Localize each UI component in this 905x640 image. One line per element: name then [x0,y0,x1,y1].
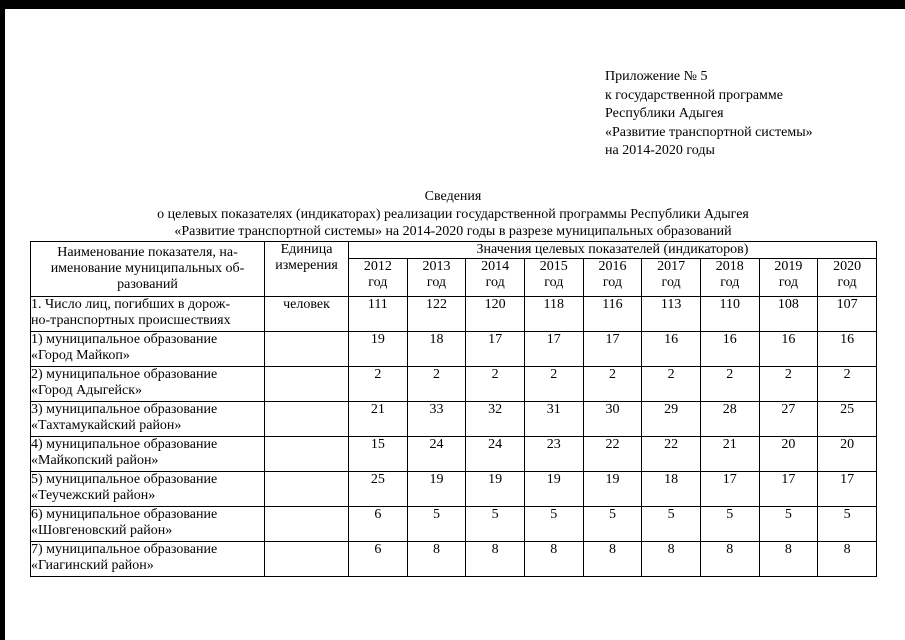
table-row [31,472,877,507]
appendix-line: Приложение № 5 [605,69,708,84]
value-cell: 16 [759,332,818,367]
value-cell: 8 [524,542,583,577]
value-cell: 2 [524,367,583,402]
value-cell: 19 [583,472,642,507]
value-cell: 8 [466,542,525,577]
value-cell: 25 [349,472,408,507]
value-cell: 8 [759,542,818,577]
value-cell: 2 [700,367,759,402]
unit-cell [265,472,349,507]
value-cell: 17 [759,472,818,507]
value-cell: 8 [407,542,466,577]
unit-cell: человек [265,297,349,332]
value-cell: 8 [583,542,642,577]
value-cell: 6 [349,507,408,542]
indicator-name-cell: 6) муниципальное образование «Шовгеновский район» [31,507,265,542]
value-cell: 18 [407,332,466,367]
year-column-header: 2020 год [818,259,877,297]
table-row [31,437,877,472]
value-cell: 122 [407,297,466,332]
value-cell: 24 [407,437,466,472]
value-cell: 5 [700,507,759,542]
value-cell: 22 [583,437,642,472]
value-cell: 2 [642,367,701,402]
value-cell: 21 [349,402,408,437]
value-cell: 5 [524,507,583,542]
value-cell: 18 [642,472,701,507]
unit-cell [265,437,349,472]
unit-cell [265,542,349,577]
value-cell: 107 [818,297,877,332]
value-cell: 25 [818,402,877,437]
value-cell: 5 [642,507,701,542]
document-caption [30,188,876,241]
value-cell: 27 [759,402,818,437]
value-cell: 111 [349,297,408,332]
table-row [31,297,877,332]
indicator-name-cell: 1. Число лиц, погибших в дорож- но-транспортных происшествиях [31,297,265,332]
value-cell: 17 [700,472,759,507]
year-column-header: 2012 год [349,259,408,297]
table-row [31,367,877,402]
value-cell: 23 [524,437,583,472]
value-cell: 29 [642,402,701,437]
value-cell: 17 [818,472,877,507]
value-cell: 2 [349,367,408,402]
table-body [31,297,877,577]
indicators-table [30,241,877,577]
unit-cell [265,402,349,437]
indicator-name-cell: 5) муниципальное образование «Теучежский район» [31,472,265,507]
value-cell: 118 [524,297,583,332]
value-cell: 2 [583,367,642,402]
year-column-header: 2016 год [583,259,642,297]
unit-column-header: Единица измерения [265,242,349,297]
value-cell: 16 [700,332,759,367]
year-column-header: 2017 год [642,259,701,297]
value-cell: 5 [407,507,466,542]
appendix-note [605,68,813,161]
appendix-line: «Развитие транспортной системы» [605,124,813,140]
appendix-line: к государственной программе [605,87,783,103]
value-cell: 113 [642,297,701,332]
value-cell: 30 [583,402,642,437]
value-cell: 24 [466,437,525,472]
table-row [31,542,877,577]
appendix-line: Республики Адыгея [605,106,724,122]
value-cell: 17 [466,332,525,367]
value-cell: 19 [466,472,525,507]
appendix-line: на 2014-2020 годы [605,143,715,159]
value-cell: 22 [642,437,701,472]
values-column-header: Значения целевых показателей (индикаторов) [349,242,877,259]
value-cell: 19 [407,472,466,507]
indicator-name-cell: 4) муниципальное образование «Майкопский район» [31,437,265,472]
unit-cell [265,507,349,542]
value-cell: 28 [700,402,759,437]
value-cell: 108 [759,297,818,332]
value-cell: 5 [583,507,642,542]
value-cell: 17 [524,332,583,367]
caption-line: «Развитие транспортной системы» на 2014-2020 годы в разрезе муниципальных образований [174,224,732,240]
value-cell: 5 [759,507,818,542]
scan-left-border [0,9,5,640]
value-cell: 19 [524,472,583,507]
year-column-header: 2019 год [759,259,818,297]
unit-cell [265,332,349,367]
value-cell: 8 [642,542,701,577]
value-cell: 2 [466,367,525,402]
year-column-header: 2018 год [700,259,759,297]
indicator-name-cell: 2) муниципальное образование «Город Адыгейск» [31,367,265,402]
value-cell: 2 [818,367,877,402]
value-cell: 33 [407,402,466,437]
value-cell: 2 [407,367,466,402]
year-column-header: 2014 год [466,259,525,297]
value-cell: 8 [700,542,759,577]
indicator-name-cell: 7) муниципальное образование «Гиагинский район» [31,542,265,577]
table-header-row [31,242,877,259]
value-cell: 20 [759,437,818,472]
value-cell: 16 [818,332,877,367]
value-cell: 16 [642,332,701,367]
value-cell: 20 [818,437,877,472]
year-column-header: 2013 год [407,259,466,297]
table-row [31,332,877,367]
unit-cell [265,367,349,402]
caption-line: о целевых показателях (индикаторах) реализации государственной программы Республики Адыгея [157,206,749,222]
value-cell: 6 [349,542,408,577]
value-cell: 120 [466,297,525,332]
table-row [31,507,877,542]
value-cell: 8 [818,542,877,577]
value-cell: 15 [349,437,408,472]
indicator-name-cell: 3) муниципальное образование «Тахтамукайский район» [31,402,265,437]
year-column-header: 2015 год [524,259,583,297]
value-cell: 110 [700,297,759,332]
value-cell: 5 [818,507,877,542]
value-cell: 21 [700,437,759,472]
value-cell: 5 [466,507,525,542]
value-cell: 32 [466,402,525,437]
scan-top-border [0,0,905,9]
value-cell: 17 [583,332,642,367]
value-cell: 116 [583,297,642,332]
table-row [31,402,877,437]
value-cell: 19 [349,332,408,367]
value-cell: 2 [759,367,818,402]
value-cell: 31 [524,402,583,437]
name-column-header: Наименование показателя, на- именование муниципальных об- разований [31,242,265,297]
caption-title: Сведения [424,189,482,204]
indicator-name-cell: 1) муниципальное образование «Город Майкоп» [31,332,265,367]
